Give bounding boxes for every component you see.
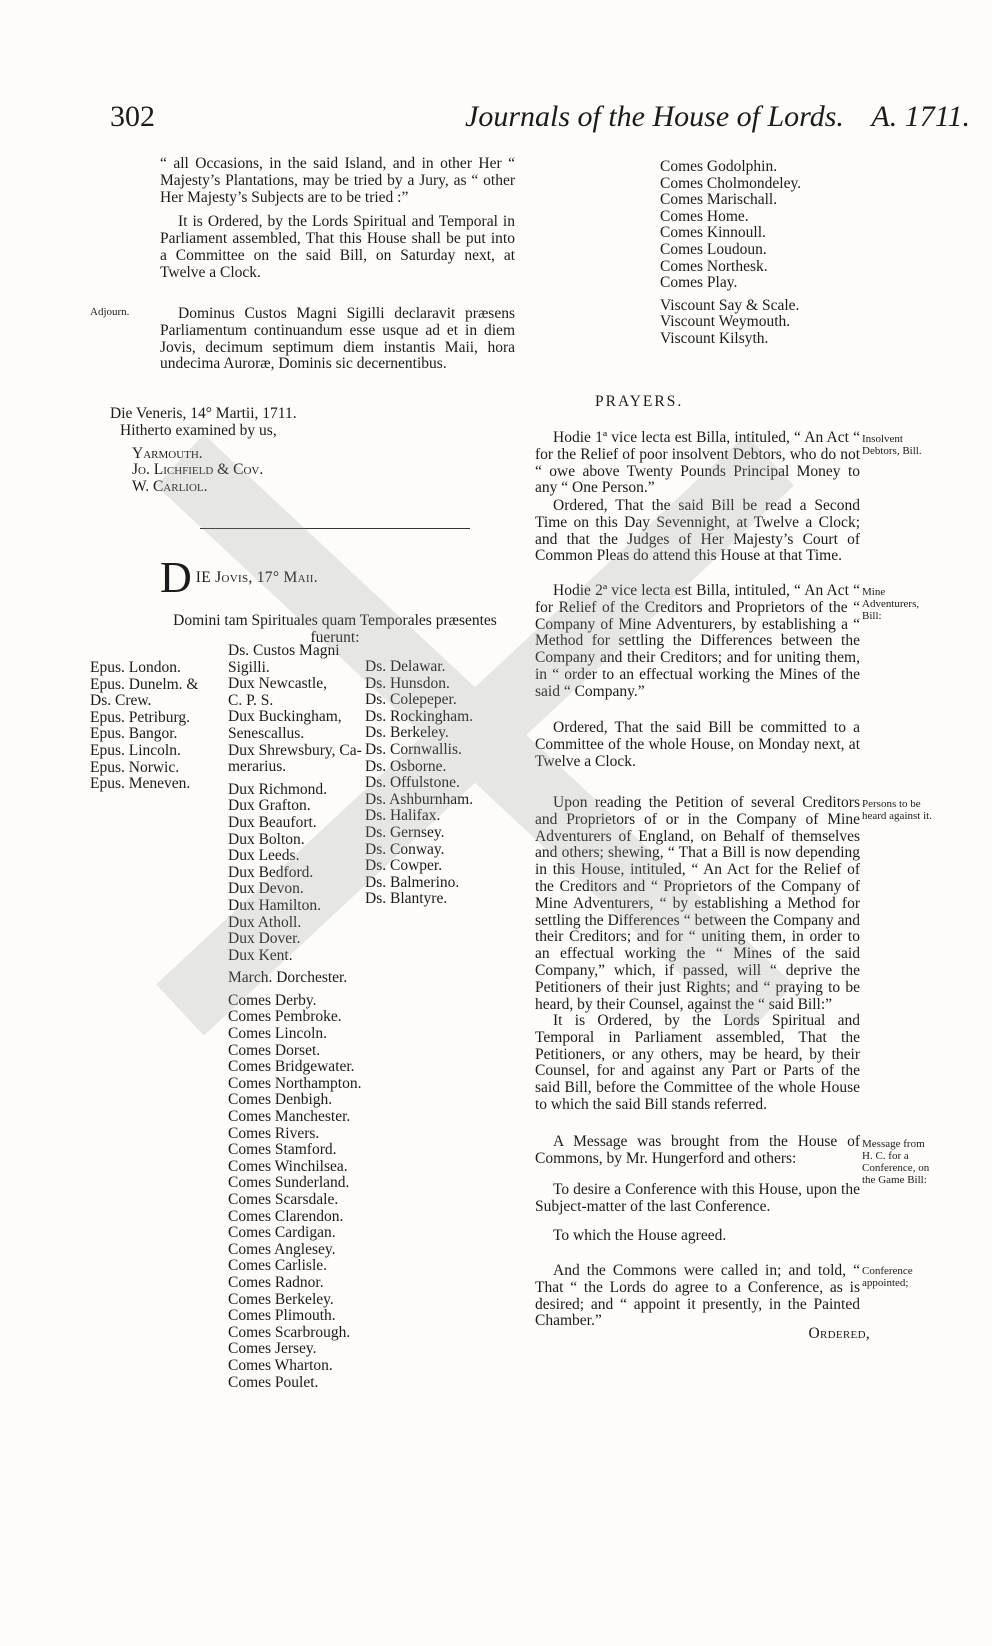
baron-entry: Ds. Cowper. xyxy=(365,857,443,875)
prayers-heading: PRAYERS. xyxy=(595,393,684,410)
peer-entry: Comes Bridgewater. xyxy=(228,1058,355,1076)
present-line: Domini tam Spirituales quam Temporales præsentes fuerunt: xyxy=(173,612,497,646)
peer-entry: Ds. Custos Magni xyxy=(228,642,340,659)
signatures xyxy=(132,446,510,496)
continued-quote: “ all Occasions, in the said Island, and in other Her “ Majesty’s Plantations, may be tried by a Jury, as “ other Her Majesty’s Subjects are to be tried :” xyxy=(160,155,515,206)
barons-list xyxy=(365,659,505,908)
examination-block xyxy=(110,406,510,496)
peer-entry: Dux Kent. xyxy=(228,946,293,964)
peer-entry: Comes Play. xyxy=(660,274,738,292)
peer-entry: Comes Radnor. xyxy=(228,1273,324,1291)
bishop-entry: Epus. Lincoln. xyxy=(90,741,181,759)
bishop-entry: Ds. Crew. xyxy=(90,692,152,710)
peer-entry: Dux Beaufort. xyxy=(228,813,317,831)
baron-entry: Ds. Berkeley. xyxy=(365,724,449,742)
peer-entry: Comes Derby. xyxy=(228,991,317,1009)
mine-order: Ordered, That the said Bill be committed to a Committee of the whole House, on Monday next, at Twelve a Clock. xyxy=(535,719,860,770)
desire-paragraph: To desire a Conference with this House, upon the Subject-matter of the last Conference. xyxy=(535,1181,860,1215)
peer-entry: Comes Home. xyxy=(660,207,749,225)
peer-entry: Comes Wharton. xyxy=(228,1356,333,1374)
peers-list xyxy=(228,643,368,1391)
baron-entry: Ds. Ashburnham. xyxy=(365,790,474,808)
baron-entry: Ds. Cornwallis. xyxy=(365,740,462,758)
right-peers-list xyxy=(660,159,910,348)
drop-cap: D xyxy=(160,553,192,602)
page-number: 302 xyxy=(110,100,155,133)
peer-entry: Comes Marischall. xyxy=(660,191,778,209)
insolvent-order: Ordered, That the said Bill be read a Second Time on this Day Sevennight, at Twelve a Clock; and that the Judges of Her Majesty’s Court of Common Pleas do attend this House at that Time. xyxy=(535,497,860,565)
message-paragraph: A Message was brought from the House of Commons, by Mr. Hungerford and others: xyxy=(535,1133,860,1167)
signature: Jo. Lichfield & Cov. xyxy=(132,461,264,479)
petition-order: It is Ordered, by the Lords Spiritual and Temporal in Parliament assembled, That the Petitioners, or any others, may be heard, by their Counsel, for and against any Part or Parts of the said Bill, before the Committee of the whole House to which the said Bill stands referred. xyxy=(535,1012,860,1113)
baron-entry: Ds. Halifax. xyxy=(365,807,441,825)
peer-entry: Dux Richmond. xyxy=(228,780,328,798)
peer-entry: March. Dorchester. xyxy=(228,969,348,987)
peer-entry: Comes Poulet. xyxy=(228,1373,319,1391)
agreed-paragraph: To which the House agreed. xyxy=(553,1227,727,1244)
peer-entry: Dux Devon. xyxy=(228,880,304,898)
baron-entry: Ds. Offulstone. xyxy=(365,774,460,792)
peer-entry: Comes Loudoun. xyxy=(660,240,767,258)
baron-entry: Ds. Rockingham. xyxy=(365,707,474,725)
section-rule xyxy=(200,528,470,529)
signature: Yarmouth. xyxy=(132,444,203,462)
peer-entry: Dux Shrewsbury, Ca- xyxy=(228,741,362,759)
peer-entry: Senescallus. xyxy=(228,724,305,742)
peer-entry: Dux Buckingham, xyxy=(228,708,342,726)
peer-entry: Comes Plimouth. xyxy=(228,1307,336,1325)
peer-entry: Comes Lincoln. xyxy=(228,1025,328,1043)
peer-entry: Comes Godolphin. xyxy=(660,158,778,175)
message-margin-note: Message from H. C. for a Conference, on the Game Bill: xyxy=(862,1138,930,1186)
peer-entry: Comes Cholmondeley. xyxy=(660,174,802,192)
peer-entry: Comes Berkeley. xyxy=(228,1290,334,1308)
peer-entry: Viscount Say & Scale. xyxy=(660,296,800,314)
journal-title: Journals of the House of Lords. xyxy=(465,100,844,133)
peer-entry: Comes Northesk. xyxy=(660,257,768,275)
adjourn-margin-note: Adjourn. xyxy=(90,306,130,318)
peer-entry: C. P. S. xyxy=(228,691,274,709)
signature: W. Carliol. xyxy=(132,478,208,496)
baron-entry: Ds. Osborne. xyxy=(365,757,447,775)
examined-line: Hitherto examined by us, xyxy=(120,421,277,439)
peer-entry: Dux Bolton. xyxy=(228,830,305,848)
peer-entry: Comes Kinnoull. xyxy=(660,224,766,242)
bishop-entry: Epus. Petriburg. xyxy=(90,708,191,726)
petition-margin-note: Persons to be heard against it. xyxy=(862,798,932,822)
peer-entry: Viscount Kilsyth. xyxy=(660,329,769,347)
bishop-entry: Epus. Dunelm. & xyxy=(90,675,199,693)
baron-entry: Ds. Colepeper. xyxy=(365,691,457,709)
insolvent-margin-note: Insolvent Debtors, Bill. xyxy=(862,433,922,457)
committee-order: It is Ordered, by the Lords Spiritual and Temporal in Parliament assembled, That this House shall be put into a Committee on the said Bill, on Saturday next, at Twelve a Clock. xyxy=(160,213,515,281)
bishops-list xyxy=(90,660,220,793)
peer-entry: Comes Clarendon. xyxy=(228,1207,344,1225)
peer-entry: Sigilli. xyxy=(228,658,270,676)
baron-entry: Ds. Balmerino. xyxy=(365,873,460,891)
baron-entry: Ds. Conway. xyxy=(365,840,445,858)
peer-entry: Comes Sunderland. xyxy=(228,1174,350,1192)
peer-entry: Comes Manchester. xyxy=(228,1108,351,1126)
catchword: Ordered, xyxy=(808,1325,870,1342)
mine-margin-note: Mine Adventurers, Bill: xyxy=(862,586,920,622)
peer-entry: Dux Dover. xyxy=(228,930,301,948)
peer-entry: Comes Scarbrough. xyxy=(228,1323,351,1341)
peer-entry: Dux Bedford. xyxy=(228,863,314,881)
day-heading: D IE Jovis, 17° Maii. xyxy=(160,553,318,602)
peer-entry: Dux Atholl. xyxy=(228,913,302,931)
bishop-entry: Epus. London. xyxy=(90,659,181,676)
peer-entry: Comes Carlisle. xyxy=(228,1257,328,1275)
page-header xyxy=(110,100,970,140)
peer-entry: Dux Newcastle, xyxy=(228,675,327,693)
peer-entry: Dux Grafton. xyxy=(228,797,311,815)
mine-paragraph: Hodie 2ª vice lecta est Billa, intituled, “ An Act “ for Relief of the Creditors and Proprietors of the “ Company of Mine Adventurers, by establishing a “ Method for settling the Differences between the Company and their Creditors; and for uniting them, in “ order to an effectual working the Mines of the said “ Company.” xyxy=(535,582,860,700)
left-column-top xyxy=(160,156,515,290)
baron-entry: Ds. Delawar. xyxy=(365,658,446,675)
peer-entry: Comes Jersey. xyxy=(228,1340,317,1358)
insolvent-paragraph: Hodie 1ª vice lecta est Billa, intituled, “ An Act “ for the Relief of poor insolvent Debtors, who do not “ owe above Twenty Pounds Principal Money to any “ One Person.” xyxy=(535,429,860,497)
peer-entry: merarius. xyxy=(228,758,287,776)
peer-entry: Comes Stamford. xyxy=(228,1141,337,1159)
peer-entry: Comes Anglesey. xyxy=(228,1240,336,1258)
peer-entry: Dux Leeds. xyxy=(228,847,300,865)
baron-entry: Ds. Hunsdon. xyxy=(365,674,450,692)
peer-entry: Comes Dorset. xyxy=(228,1041,321,1059)
peer-entry: Comes Denbigh. xyxy=(228,1091,333,1109)
peer-entry: Comes Northampton. xyxy=(228,1074,362,1092)
peer-entry: Comes Pembroke. xyxy=(228,1008,342,1026)
peer-entry: Comes Cardigan. xyxy=(228,1224,336,1242)
journal-year: A. 1711. xyxy=(871,100,970,133)
bishop-entry: Epus. Bangor. xyxy=(90,725,178,743)
petition-paragraph: Upon reading the Petition of several Creditors and Proprietors of or in the Company of Mine Adventurers of England, on Behalf of themselves and others; shewing, “ That a Bill is now depending in this House, intituled, “ An Act for the Relief of the Creditors and “ Proprietors of the Company of Mine Adventurers, “ by establishing a Method for settling the Differences “ between the Company and their Creditors; and for “ uniting them, in order to an effectual working the “ Mines of the said Company,” which, if passed, will “ deprive the Petitioners of their just Rights; and “ praying to be heard, by their Counsel, against the “ said Bill:” xyxy=(535,794,860,1013)
peer-entry: Comes Scarsdale. xyxy=(228,1191,339,1208)
conference-margin-note: Conference appointed; xyxy=(862,1265,913,1289)
bishop-entry: Epus. Norwic. xyxy=(90,758,180,776)
peer-entry: Comes Winchilsea. xyxy=(228,1157,348,1175)
peer-entry: Viscount Weymouth. xyxy=(660,313,791,331)
commons-paragraph: And the Commons were called in; and told, “ That “ the Lords do agree to a Conference, as is desired; and “ appoint it presently, in the Painted Chamber.” xyxy=(535,1262,860,1330)
peer-entry: Dux Hamilton. xyxy=(228,896,321,914)
bishop-entry: Epus. Meneven. xyxy=(90,775,191,793)
peer-entry: Comes Rivers. xyxy=(228,1124,320,1142)
baron-entry: Ds. Blantyre. xyxy=(365,890,448,908)
die-veneris-line: Die Veneris, 14° Martii, 1711. xyxy=(110,405,297,422)
adjourn-paragraph: Dominus Custos Magni Sigilli declaravit præsens Parliamentum continuandum esse usque ad et in diem Jovis, decimum septimum diem instantis Maii, hora undecima Auroræ, Dominis sic decernentibus. xyxy=(160,305,515,373)
baron-entry: Ds. Gernsey. xyxy=(365,823,445,841)
